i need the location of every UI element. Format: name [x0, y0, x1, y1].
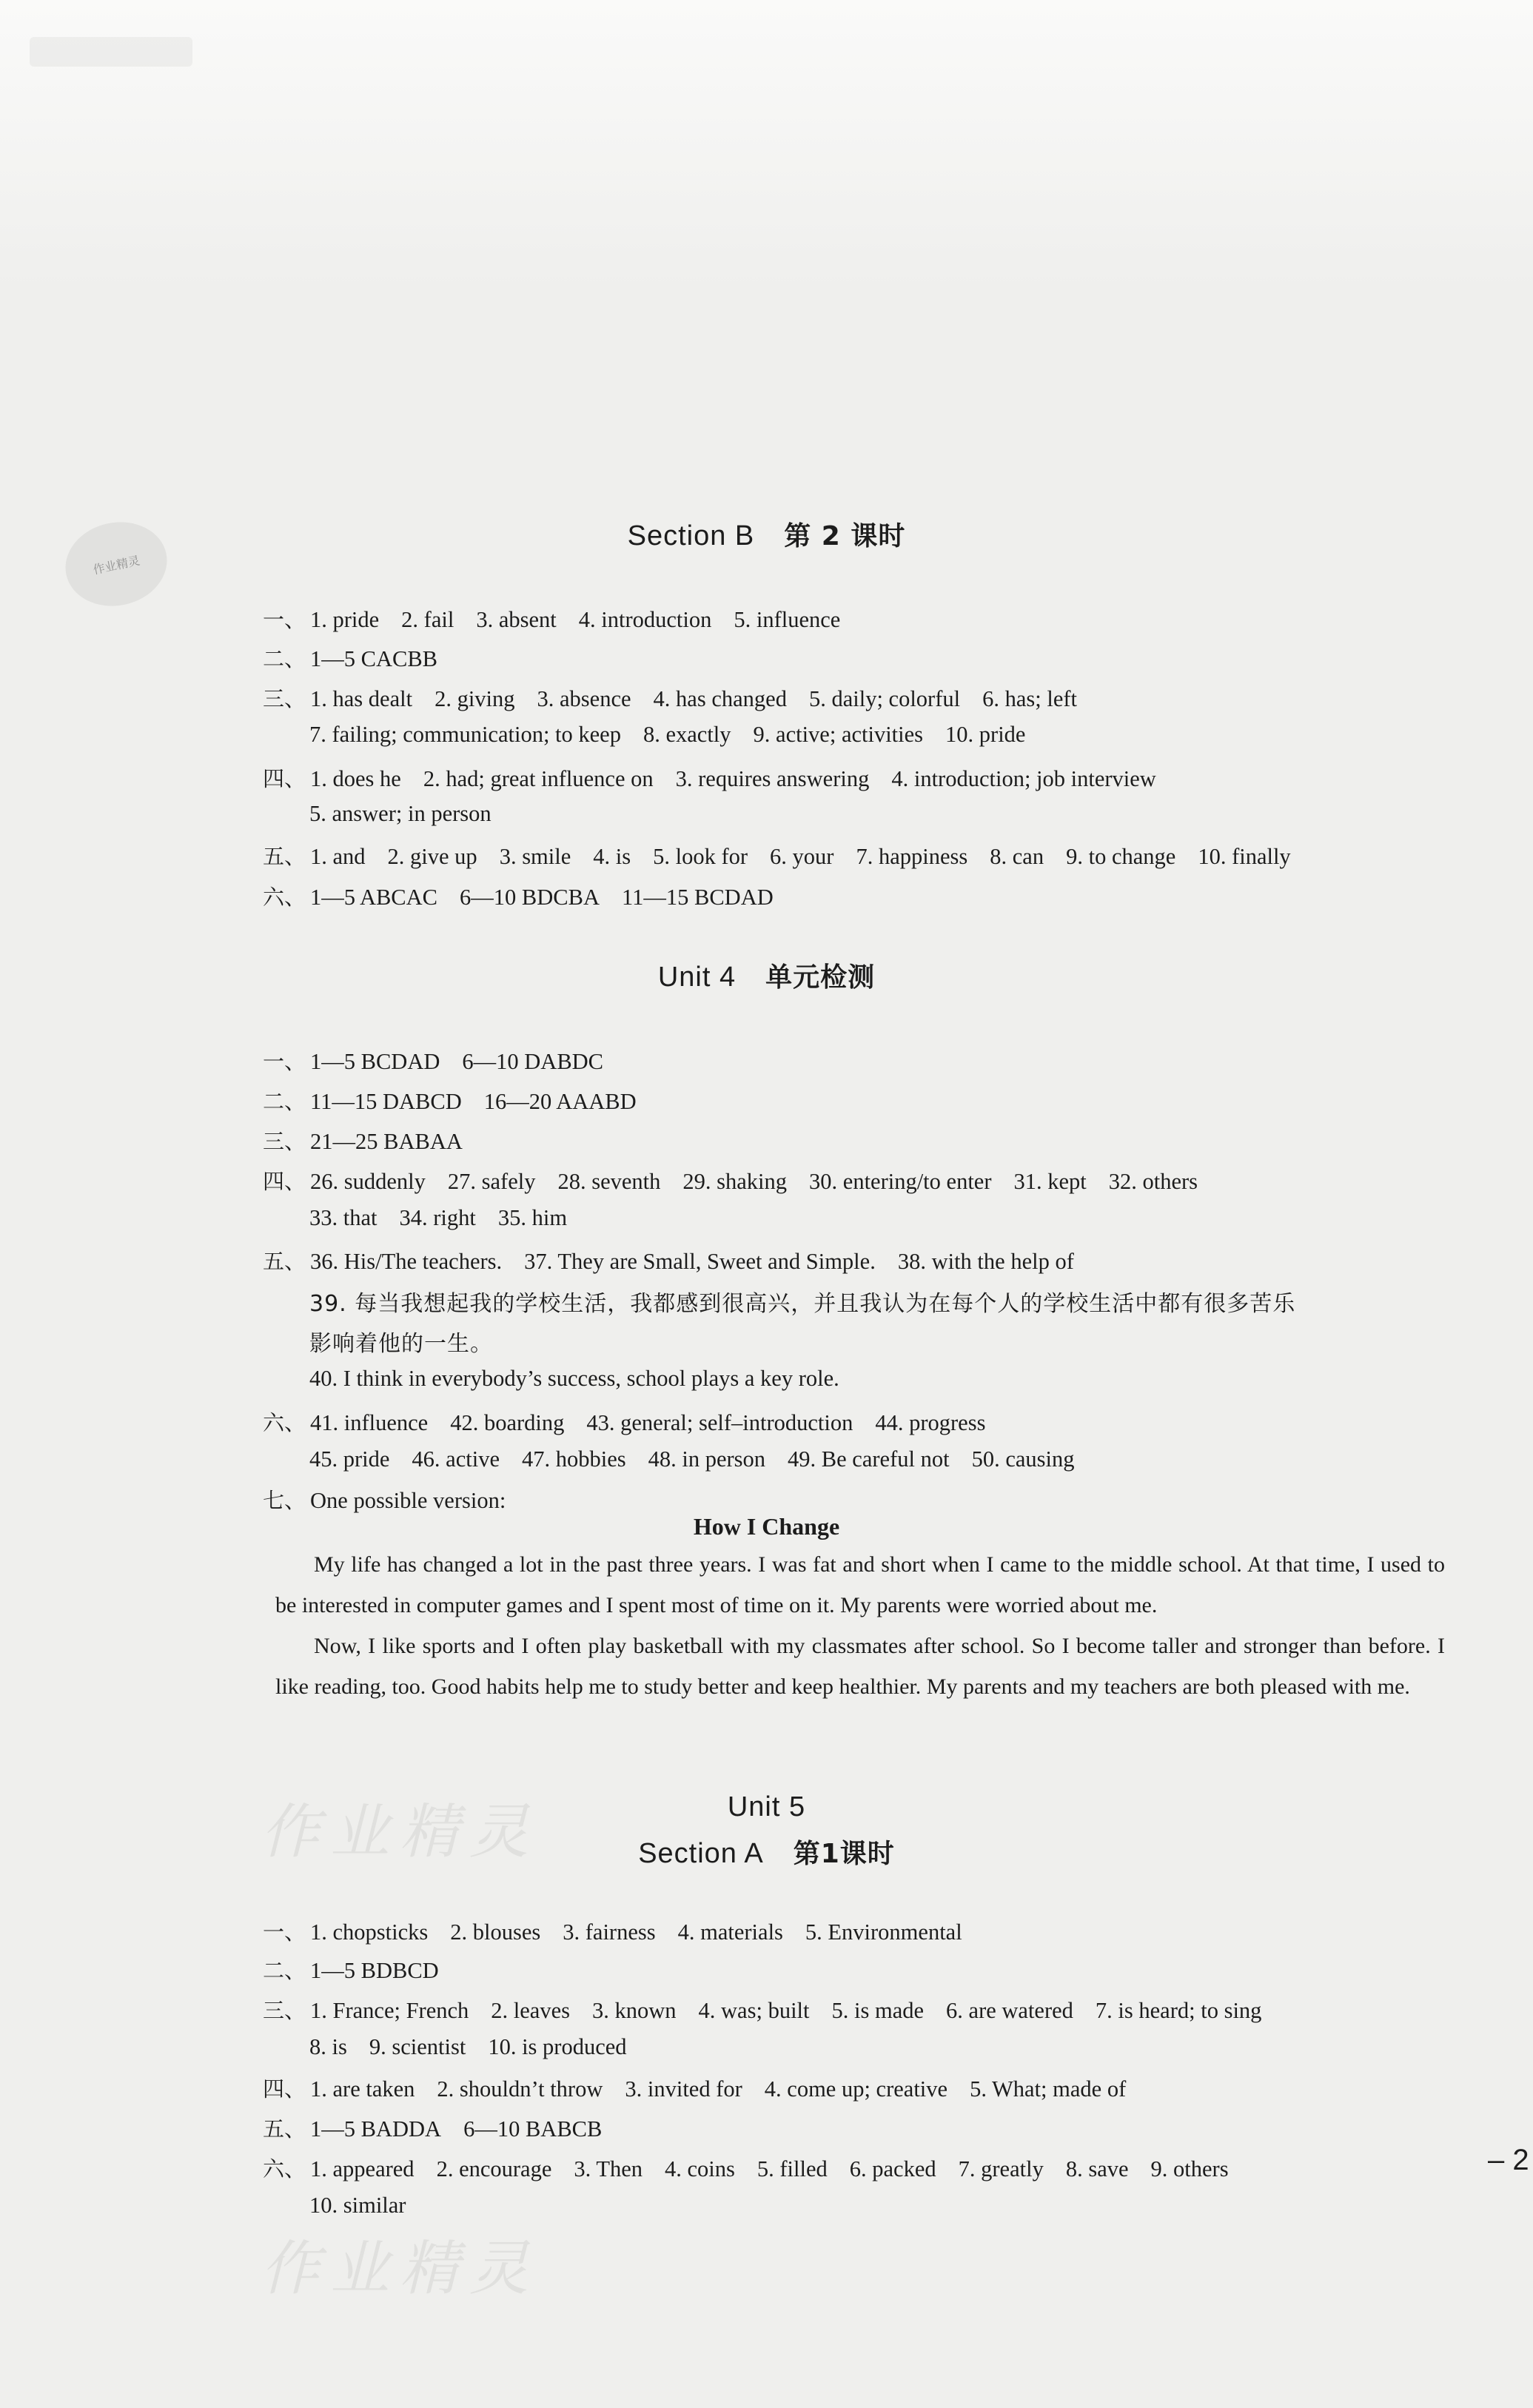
section-heading: Section B 第 2 课时 [627, 520, 906, 551]
answer-item: 4. introduction [578, 607, 712, 632]
answer-item: 28. seventh [557, 1169, 661, 1194]
answer-item: 4. introduction; job interview [891, 766, 1156, 791]
page-number: – 2 [1488, 2144, 1529, 2176]
answer-item: 4. has changed [653, 686, 787, 711]
answer-item: 6. has; left [982, 686, 1077, 711]
answer-item: 2. giving [435, 686, 515, 711]
question-number: 五、 [263, 844, 306, 869]
answer-line [309, 1285, 1318, 1318]
answer-item: 49. Be careful not [788, 1446, 950, 1472]
answer-item: 3. known [592, 1998, 677, 2023]
answer-item: 37. They are Small, Sweet and Simple. [524, 1249, 876, 1274]
answer-line [263, 643, 460, 673]
answer-item: 2. shouldn’t throw [437, 2076, 603, 2102]
answer-line [263, 1916, 984, 1946]
question-number: 二、 [263, 1089, 306, 1114]
watermark: 作业精灵 [261, 2234, 539, 2303]
answer-item: 5. answer; in person [309, 801, 492, 826]
answer-line [263, 1954, 461, 1985]
answer-item: 26. suddenly [310, 1169, 426, 1194]
question-number: 四、 [263, 1169, 306, 1194]
answer-line [263, 2073, 1148, 2103]
answer-item: 45. pride [309, 1446, 390, 1472]
answer-item: 4. was; built [698, 1998, 810, 2023]
question-number: 六、 [263, 2156, 306, 2181]
answer-line [263, 881, 796, 911]
answer-line [263, 1125, 485, 1156]
answer-item: 8. can [990, 844, 1044, 869]
answer-item: 10. pride [945, 722, 1026, 747]
question-number: 五、 [263, 1249, 306, 1274]
answer-line [309, 1325, 515, 1358]
scan-smudge [30, 37, 192, 67]
answer-line [309, 1446, 1096, 1472]
scan-top-margin [0, 0, 1533, 289]
answer-item: 8. is [309, 2034, 347, 2059]
answer-item: 11—15 DABCD [310, 1089, 462, 1114]
question-number: 一、 [263, 1049, 306, 1074]
answer-item: 40. I think in everybody’s success, school plays a key role. [309, 1366, 839, 1391]
answer-item: 8. save [1065, 2156, 1129, 2181]
answer-item: 6—10 DABDC [462, 1049, 604, 1074]
answer-item: 6—10 BABCB [463, 2116, 603, 2142]
answer-line [309, 2193, 428, 2218]
answer-item: 9. scientist [369, 2034, 466, 2059]
answer-item: 5. What; made of [970, 2076, 1127, 2102]
answer-item: 7. failing; communication; to keep [309, 722, 621, 747]
watermark: 作业精灵 [261, 1797, 539, 1866]
answer-item: 1—5 BCDAD [310, 1049, 440, 1074]
answer-item: 6—10 BDCBA [460, 885, 600, 910]
answer-item: 1—5 CACBB [310, 646, 438, 671]
answer-item: 44. progress [875, 1410, 986, 1435]
answer-item: 46. active [412, 1446, 500, 1472]
answer-item: 1. France; French [310, 1998, 469, 2023]
answer-item: 1. does he [310, 766, 401, 791]
answer-item: 50. causing [971, 1446, 1075, 1472]
answer-item: 31. kept [1013, 1169, 1087, 1194]
question-number: 四、 [263, 2076, 306, 2102]
question-number: 一、 [263, 1919, 306, 1945]
question-number: 三、 [263, 686, 306, 711]
answer-item: 5. Environmental [805, 1919, 962, 1945]
answer-item: 5. influence [734, 607, 841, 632]
answer-item: 9. to change [1066, 844, 1176, 869]
answer-line [263, 840, 1313, 871]
answer-item: 3. absent [476, 607, 557, 632]
question-number: 五、 [263, 2116, 306, 2142]
answer-line [309, 722, 1047, 748]
answer-line [309, 801, 514, 827]
answer-item: 2. blouses [450, 1919, 541, 1945]
answer-line [263, 1406, 1007, 1437]
answer-item: 3. invited for [625, 2076, 742, 2102]
answer-item: 1. pride [310, 607, 380, 632]
answer-item: 4. materials [677, 1919, 783, 1945]
answer-item: 9. active; activities [753, 722, 924, 747]
answer-line [263, 683, 1099, 713]
question-number: 一、 [263, 607, 306, 632]
answer-item: 16—20 AAABD [483, 1089, 637, 1114]
answer-line [263, 1484, 528, 1515]
essay-paragraph: Now, I like sports and I often play basketball with my classmates after school. So I become taller and stronger than before. I like reading, too. Good habits help me to study better and keep healthier. My parents and my teachers are both pleased with me. [275, 1634, 1445, 1699]
question-number: 二、 [263, 1958, 306, 1983]
answer-item: 2. give up [387, 844, 477, 869]
answer-line [263, 2113, 624, 2143]
section-heading: Section A 第1课时 [638, 1838, 895, 1869]
answer-item: 3. absence [537, 686, 631, 711]
answer-item: 9. others [1150, 2156, 1229, 2181]
answer-item: 48. in person [648, 1446, 766, 1472]
answer-item: 影响着他的一生。 [309, 1331, 493, 1357]
answer-item: 2. fail [401, 607, 454, 632]
answer-item: 29. shaking [682, 1169, 788, 1194]
answer-item: 1—5 BDBCD [310, 1958, 439, 1983]
answer-item: 34. right [399, 1205, 476, 1230]
answer-item: 1. are taken [310, 2076, 415, 2102]
answer-item: 43. general; self–introduction [586, 1410, 853, 1435]
answer-item: 39. 每当我想起我的学校生活，我都感到很高兴，并且我认为在每个人的学校生活中都有很多苦乐 [309, 1291, 1296, 1317]
answer-line [309, 1205, 589, 1231]
question-number: 三、 [263, 1129, 306, 1154]
answer-item: 1. has dealt [310, 686, 413, 711]
essay-title: How I Change [693, 1513, 840, 1540]
answer-item: 1. appeared [310, 2156, 415, 2181]
question-number: 七、 [263, 1488, 306, 1513]
answer-item: 5. daily; colorful [808, 686, 961, 711]
question-number: 四、 [263, 766, 306, 791]
answer-line [263, 1994, 1284, 2025]
answer-item: 4. come up; creative [764, 2076, 948, 2102]
answer-item: One possible version: [310, 1488, 506, 1513]
answer-item: 3. smile [499, 844, 571, 869]
answer-item: 8. exactly [643, 722, 731, 747]
answer-item: 1—5 BADDA [310, 2116, 442, 2142]
answer-item: 1. chopsticks [310, 1919, 429, 1945]
answer-item: 33. that [309, 1205, 378, 1230]
answer-item: 41. influence [310, 1410, 429, 1435]
question-number: 六、 [263, 1410, 306, 1435]
answer-line [263, 1165, 1220, 1195]
question-number: 二、 [263, 646, 306, 671]
answer-item: 1. and [310, 844, 366, 869]
answer-line [263, 1045, 625, 1076]
answer-item: 5. look for [653, 844, 748, 869]
answer-line [263, 1245, 1096, 1275]
answer-item: 11—15 BCDAD [622, 885, 774, 910]
answer-item: 2. had; great influence on [423, 766, 654, 791]
answer-item: 30. entering/to enter [809, 1169, 992, 1194]
essay-paragraph: My life has changed a lot in the past three years. I was fat and short when I came to the middle school. At that time, I used to be interested in computer games and I spent most of time on it. My parents were worried about me. [275, 1552, 1445, 1617]
question-number: 三、 [263, 1998, 306, 2023]
unit-title: Unit 5 [727, 1791, 806, 1822]
answer-item: 7. is heard; to sing [1095, 1998, 1262, 2023]
answer-line [263, 1085, 659, 1116]
answer-line [309, 2034, 649, 2060]
answer-item: 10. finally [1198, 844, 1291, 869]
question-number: 六、 [263, 885, 306, 910]
logo-stamp: 作业精灵 [58, 513, 175, 615]
answer-item: 10. is produced [488, 2034, 627, 2059]
answer-line [263, 762, 1178, 793]
answer-line [263, 603, 862, 634]
unit-test-heading: Unit 4 单元检测 [657, 962, 876, 993]
answer-item: 47. hobbies [521, 1446, 626, 1472]
answer-item: 5. is made [831, 1998, 925, 2023]
answer-item: 36. His/The teachers. [310, 1249, 503, 1274]
answer-item: 4. is [593, 844, 631, 869]
answer-item: 1—5 ABCAC [310, 885, 438, 910]
answer-item: 6. packed [849, 2156, 936, 2181]
answer-item: 35. him [497, 1205, 568, 1230]
answer-item: 5. filled [757, 2156, 828, 2181]
answer-item: 6. are watered [946, 1998, 1073, 2023]
answer-item: 7. happiness [856, 844, 968, 869]
answer-item: 3. fairness [563, 1919, 656, 1945]
answer-item: 27. safely [447, 1169, 536, 1194]
answer-item: 42. boarding [450, 1410, 565, 1435]
answer-item: 2. leaves [491, 1998, 570, 2023]
answer-item: 3. Then [574, 2156, 643, 2181]
answer-item: 6. your [770, 844, 834, 869]
answer-item: 3. requires answering [675, 766, 870, 791]
answer-item: 2. encourage [436, 2156, 552, 2181]
answer-item: 4. coins [665, 2156, 735, 2181]
answer-item: 10. similar [309, 2193, 406, 2218]
answer-item: 7. greatly [958, 2156, 1044, 2181]
answer-item: 21—25 BABAA [310, 1129, 463, 1154]
answer-item: 32. others [1108, 1169, 1198, 1194]
answer-line [263, 2153, 1251, 2183]
answer-line [309, 1366, 862, 1392]
answer-item: 38. with the help of [897, 1249, 1074, 1274]
